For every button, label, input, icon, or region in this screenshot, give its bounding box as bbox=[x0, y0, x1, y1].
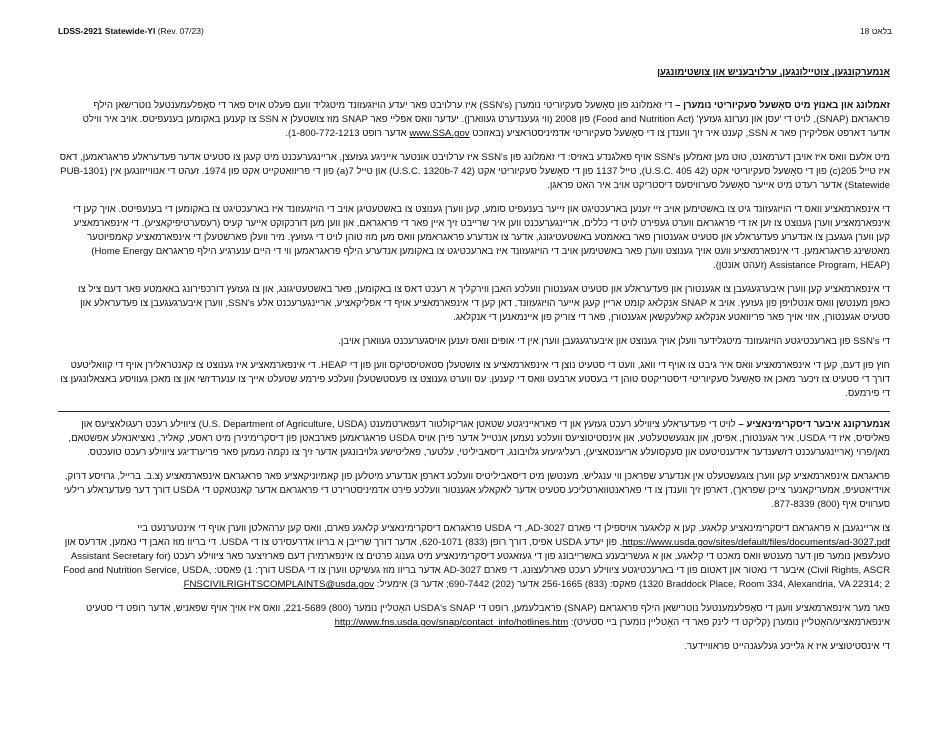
equal-opportunity-statement: די אינסטיטוציע איז א גלייכע געלעגנהייט פראוויידער. bbox=[684, 641, 890, 652]
ssn-paragraph: זאמלונג און באנוץ מיט סאָשעל סעקיוריטי נומערן – די זאמלונג פון סאָשעל סעקיוריטי נומערן (SSN's) איז ערלויבט פאר יעדע הויזגעזונד מיטגליד וועם פעלט אויס פאר די סאָפּלעמענטעל נוטרישאן הילף פראגראם (SNAP), לויט די 'עסן און נערונג געזעץ' (Food and Nutrition Act) פון 2008 (ווי געענדערט געווארן). יעדער וואס אפּליי פאר SNAP מוז צושטעלן א SSN צו קענען באקומען בענעפיטס. אויב איר ווילט אדער דארפט אפליקירן פאר א SSN, קענט איר זיך ווענדן צו די סאָשעל סעקיוריטי אדמיניסטראציע (באזוכט www.SSA.gov אדער רופט 1-800-772-1213). bbox=[82, 100, 890, 139]
program-info-paragraph: פראגראם אינפארמאציע קען ווערן צוגעשטעלט אין אנדערע שפראכן ווי ענגליש. מענטשן מיט דיסאביליטיס וועלכע דארפן אנדערע מיטלען פון קאמיוניקאציע פאר פראגראם אינפארמאציע (צ.ב. ברייל, גרויסע דרוק, אוידיאטעיפּ, אמעריקאנער צייכן שפראך), דארפן זיך ווענדן צו די פאראנטווארטליכע סטעיט אדער לאקאלע אגענטור וועלכע פירט אדמיניסטרירט די פראגראם אדער קאנטאקט די USDA דורך דער פעדעראלע רילעי סערוויס איף (800) 877-8339. bbox=[63, 471, 890, 510]
disclosure-paragraph: די אינפארמאציע קען ווערן איבערגעגעבן צו אגענטורן און פעדעראלע און סטעיט אגענטורן וועלכע האבן ווירקליך א רעכט דאס צו באקומען, פאר באשטעטיגונג, און צו געזעץ דורכפירונג באאמטע פאר דעם ציל צו כאפן מענטשן וואס אנטלויפן פון געזעץ. אויב א SNAP אנקלאג קומט אריין קעגן אייער הויזגעזונד, דאן קען די אינפארמאציע אויף די אפליקאציע, אריינגערעכנט אלע SSN's, ווערן איבערגעגעבן צו פעדעראלע און סטעיט אגענטורן, אזוי אויך פאר פריוואטע אנקלאג קאלעקשאן אגענטורן, פאר די צוריק פון איינמאנען די אנקלאג. bbox=[77, 284, 890, 323]
complaint-paragraph: צו אריינגעבן א פראגראם דיסקרימינאציע קלאגע, קען א קלאגער אויספילן די פארם AD-3027, די USDA פראגראם דיסקרימינאציע קלאגע פארם, וואס קען ערהאלטן ווערן אויף די אינטערנעט ביי https://www.usda.gov/sites/default/files/documents/ad-3027.pdf, פון יעדע USDA אפיס, דורך רופן (833) 620-1071, אדער דורך שרייבן א בריוו אדרעסירט צו די USDA. די בריוו מוז האבן די נאמען, אדרעס און טעלעפאן נומער פון דער מענטש וואס מאכט די קלאגע, און א געשריבענע באשרייבונג פון די געזאגטע דיסקרימינאציע מיט גענוג פרטים צו אינפארמירן דעם פארזיצער פאר ציווילע רעכט (Assistant Secretary for Civil Rights, ASCR) איבער די נאטור און דאטום פון די בארעכטיגטע ציווילע רעכט פארלעצונג. די פארם AD-3027 אדער בריוו מוז געשיקט ווערן צו די USDA דורך: 1) פאסט: Food and Nutrition Service, USDA, 1320 Braddock Place, Room 334, Alexandria, VA 22314; 2) פאקס: (833) 256-1665 אדער (202) 690-7442; אדער 3) אימעיל: FNSCIVILRIGHTSCOMPLAINTS@usda.gov bbox=[63, 523, 890, 590]
document-body bbox=[58, 66, 890, 664]
ssa-link[interactable]: www.SSA.gov bbox=[409, 128, 470, 139]
form-id: LDSS-2921 Statewide-YI (Rev. 07/23) bbox=[58, 26, 204, 36]
nondiscrimination-paragraph: אנמערקונג איבער דיסקרימינאציע – לויט די פעדעראלע ציווילע רעכט געזעץ און די פאראייניגטע שטאטן אגריקולטור דעפארטמענט (U.S. Department of Agriculture, USDA) ציווילע רעכט רעגולאציעס און פאליסיס, איז די USDA, איר אגענטורן, אפיסן, און אנגעשטעלטע, און אינסטיטוציעס וועלכע נעמען אנטייל אדער פירן אויס USDA פראגראמען פארבאטן פון דיסקרימינירן מיט ראסע, קאליר, נאציאנאלע אפשטאם, מאן/פרוי (אריינגערעכנט דזשענדער אידענטיטעט און סעקסועלע אריענטאציע), רעליגיעזע גלויבונג, דיסאביליטי, עלטער, פאליטישע גלויבונגען אדער זיך צו נקמה נעמען פאר פריערדיגע ציווילע רעכט טועכטס. bbox=[68, 419, 890, 458]
heap-paragraph: חוץ פון דעם, קען די אינפארמאציע וואס איר גיבט צו אויף די וואג, וועט די סטעיט נוצן די אינפארמאציע צו צושטעלן סטאטיסטיקס ווען פון די HEAP. די אינפארמאציע איז גענוצט צו קאנטראלירן אויף די קוואליטעט דורך די סטעיט צו זיכער מאכן אז סאָשעל סעקיוריטי דיסטריקטס טוהן די בעסטע ארבעט וואס די קענען. עס ווערט גענוצט צו פעסטשטעלן וועלכע פירמע שטעלט אייך צו ענערדזשי און צו מאכן געוויסע באצאלונגען צו די פירמעס. bbox=[60, 360, 890, 399]
ssn-lead: זאמלונג און באנוץ מיט סאָשעל סעקיוריטי נומערן – bbox=[675, 100, 890, 111]
civil-rights-email-link[interactable]: FNSCIVILRIGHTSCOMPLAINTS@usda.gov bbox=[183, 579, 375, 590]
ad3027-form-link[interactable]: https://www.usda.gov/sites/default/files/documents/ad-3027.pdf bbox=[622, 537, 890, 548]
hotlines-link[interactable]: http://www.fns.usda.gov/snap/contact_info/hotlines.htm bbox=[334, 617, 569, 628]
ssn-sharing-paragraph: די SSN's פון בארעכטיגטע הויזגעזונד מיטגלידער וועלן אויך גענוצט און איבערגעגעבן ווערן אין די אופּים וואס זענען אויסגערעכנט געווארן אויבן. bbox=[338, 336, 890, 347]
page-number: בלאט 18 bbox=[859, 26, 892, 36]
authority-paragraph: מיט אלעם וואס איז אויבן דערמאנט, טוט מען זאמלען SSN's אויף פאלגנדע באזיס: די זאמלונג פון SSN's איז ערלויבט אונטער אייניגע געזעצן, אריינגערעכנט מיט קעגן צו סטעיט אדער פעדעראלע פראגראמען, דאס איז טייל 205(c) פון די סאָשעל סעקיוריטי אקט (42 U.S.C. 405), טייל 1137 פון די סאָשעל סעקיוריטי אקט (42 U.S.C. 1320b-7) און טייל 7(a) פון די פריוואטקייט אקט פון 1974. זעהט די אנווייזונגען אין (PUB-1301 Statewide) אדער רעדט מיט אייער סאָשעל סערוויסעס דיסטריקט אויב איר האט פראגן. bbox=[59, 152, 890, 191]
info-use-paragraph: די אינפארמאציע וואס די הויזגעזונד גיט צו באשטימען אויב זיי זענען בארעכטיגט און זייער בענעפיט סומע, קען ווערן גענוצט צו באשטעטיגן אויב די הויזגעזונד איז בארעכטיגט צו באקומען די בענעפיטס. אויך קען די אינפארמאציע ווערן גענוצט צו זען אז די פראגראם ווערט געפירט לויט די כללים, אריינגערעכנט ווען איר שרייבט זיך איין פאר די פראגראם, און ווען מען דורכקוקט אייער קעיס (רעסערטיפיקאציע). די אינפארמאציע קען ווערן געגעבן צו אנדערע פעדעראלע און סטעיט אגענטורן פאר באאמטע באשטעטיגונג, אדער צו אנדערע פראגראמען וואס מען מוז טוהן לויט די געזעץ. מיר וועלן פארשטעלן די אינפארמאציע קאמפיוטער מאטשינג פראגראמען. די אינפארמאציע וועט אויך גענוצט ווערן פאר באשטימען אויב די הויזגעזונד איז בארעכטיגט צו באקומען אנדערע הילף פראגראמען ווי די היים ענערגיע הילף פראגראם (Home Energy Assistance Program, HEAP) (זעהט אונטן). bbox=[72, 204, 890, 271]
nondiscrimination-lead: אנמערקונג איבער דיסקרימינאציע – bbox=[738, 419, 890, 430]
page-header bbox=[58, 26, 892, 40]
section-title: אנמערקונגען, צוטיילונגען, ערלויבעניש און צושטימונגען bbox=[657, 67, 890, 78]
heap-program-name: (Home Energy Assistance Program, HEAP) bbox=[91, 246, 890, 271]
form-revision: (Rev. 07/23) bbox=[157, 26, 204, 36]
hotline-paragraph: פאר מער אינפארמאציע וועגן די סאָפּלעמענטעל נוטרישאן הילף פראגראם (SNAP) פראבלעמען, רופט די USDA's SNAP האָטליין נומער (800) 221-5689, וואס איז אויך אויף שפאניש, אדער רופט די סטעיט אינפארמאציע/האָטליין נומערן (קליקט די לינק פאר די האָטליין נומערן ביי סטעיט): http://www.fns.usda.gov/snap/contact_info/hotlines.htm bbox=[85, 603, 890, 628]
section-divider bbox=[58, 411, 890, 412]
